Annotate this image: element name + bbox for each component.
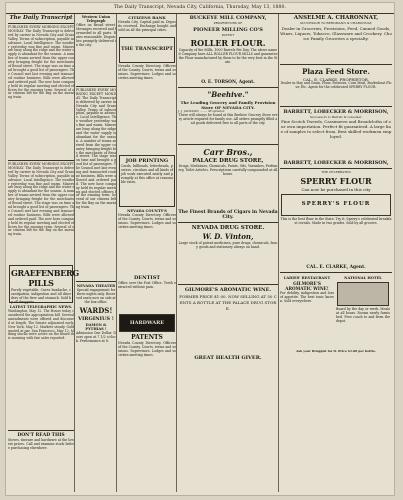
bottom-ads [280, 275, 392, 350]
divider [8, 430, 74, 431]
barrett-heading: BARRETT, LOBECKER & MORRISON, [283, 108, 389, 115]
column-3-text: Nevada County Directory. Officers of the County. Courts, terms and sessions. Supervisors. Lodges and societies meeting times. [118, 64, 176, 80]
aromatic-heading: GILMORE'S AROMATIC WINE! [285, 280, 329, 291]
dentist-heading: DENTIST [133, 275, 161, 281]
patents-text: Nevada County Directory. Officers of the County. Courts, terms and sessions. Supervisors. Lodges and societies meeting times. [118, 341, 176, 357]
ad-heading: DON'T READ THIS [17, 433, 65, 438]
beehive-heading: "Beehive." [207, 90, 249, 100]
plaza-text: Dealer in Hay and Grain, Flour, Potatoes, Corn Meal, Buckwheat Flour, Etc. Agent for the celebrated SPERRY FLOUR. [280, 80, 392, 89]
divider [280, 168, 392, 169]
celebrated-label: THE CELEBRATED [321, 170, 351, 175]
gilmore-footer: GREAT HEALTH GIVER. [194, 354, 262, 361]
sperry-subheading: Can now be purchased in this city [301, 186, 371, 192]
telegraph-text: Washington, May 12. The House today considered the appropriation bill. Several amendments were offered and discussed at length. The Senate adjourned early. New York, May 12. Markets steady. Gold quoted at par. San Francisco, May 12. Mining stocks were active on the board this morning with fair sales reported. [8, 309, 74, 341]
patents-heading: PATENTS [131, 334, 163, 341]
theater-text: Special engagement for three nights only. Reserved seats now on sale at the box office. [76, 288, 116, 304]
clarke-agent: CAL. E. CLARKE, Agent. [306, 264, 366, 270]
job-printing-ad [119, 155, 175, 207]
ad-text: Stoves, tinware and hardware at the lowest prices. Call and examine stock before purchasing elsewhere. [8, 438, 74, 450]
beehive-proprietor: J. J. JACKSON ........ Proprietor. [178, 109, 225, 114]
bank-text: Nevada City. Capital paid in. Deposits received. Exchange bought and sold on all the principal cities. [118, 20, 176, 32]
gilmore-heading: GILMORE'S AROMATIC WINE. [184, 286, 272, 293]
palace-drug-text: Drugs, Medicines, Chemicals, Paints, Oils, Varnishes, Perfumery, Toilet Articles. Prescriptions carefully compounded at all hours. [178, 163, 278, 176]
roller-flour-heading: ROLLER FLOUR. [190, 38, 266, 49]
vinton-heading: W. D. Vinton, [202, 231, 254, 241]
hotel-text: Board by the day or week. Meals at all hours. Rooms newly furnished. Free coach to and from the depot. [336, 306, 390, 323]
virginius-heading: VIRGINIUS ! [78, 316, 114, 322]
hotel-heading: NATIONAL HOTEL [344, 275, 382, 280]
buckeye-heading: BUCKEYE MILL COMPANY, [189, 15, 267, 21]
pills-ad-title: GRAEFENBERG PILLS [11, 268, 79, 288]
cigars-heading: The Finest Brands of Cigars in Nevada City. [178, 209, 278, 220]
barrett-heading-2: BARRETT, LOBECKER & MORRISON, [283, 160, 389, 167]
carr-bros-heading: Carr Bros., [203, 146, 253, 157]
patent-label: PATENT [221, 32, 235, 37]
hardware-title: HARDWARE [129, 320, 165, 326]
dentist-text: Office over the Post Office. Teeth extracted without pain. [118, 281, 176, 289]
column-2-text: PUBLISHED EVERY MORNING EXCEPT MONDAY. The Daily Transcript is delivered by carrier in Nevada City and Grass Valley. Terms of subscription, payable in advance. Local Intelligence. The weather yesterday was fine and warm. Miners are busy along the ridge and the water supply is abundant for the season. A number of teams arrived from the upper country bringing freight for the merchants of Broad street. The stage was on time and brought a good list of passengers. The Council met last evening and transacted routine business. Bills were allowed and ordered paid. The new hose company held its regular meeting and elected officers for the ensuing term. Several of our citizens left for the Bay on the morning train. [76, 88, 116, 210]
plaza-heading: Plaza Feed Store. [302, 66, 370, 76]
gilmore-text: FORMER PRICE $1.00. NOW SELLING AT 50 CENTS A BOTTLE AT THE PALACE DRUG STORE. [179, 293, 277, 311]
pills-ad-text: Purely vegetable. Cures headache, constipation, indigestion and all disorders of the liver and stomach. Sold by all druggists. [11, 288, 71, 304]
aromatic-text: For debility, indigestion and loss of appetite. The best tonic known. Sold everywhere. [280, 290, 334, 303]
divider [178, 284, 278, 285]
sperry-text: This is the best flour in the State. Try it. Sperry's celebrated breakfast cereals. Made in two grades. Sold by all grocers. [280, 216, 392, 225]
telegraph-office-text: Office on Broad street. Messages received and forwarded to all parts. Rates reasonable. Dispatches promptly delivered in the city. [76, 23, 116, 47]
local-news-text: PUBLISHED EVERY MORNING EXCEPT MONDAY. The Daily Transcript is delivered by carrier in Nevada City and Grass Valley. Terms of subscription, payable in advance. Local Intelligence. The weather yesterday was fine and warm. Miners are busy along the ridge and the water supply is abundant for the season. A number of teams arrived from the upper country bringing freight for the merchants of Broad street. The stage was on time and brought a good list of passengers. The Council met last evening and transacted routine business. Bills were allowed and ordered paid. The new hose company held its regular meeting and elected officers for the ensuing term. Several of our citizens left for the Bay on the morning train. [8, 25, 74, 100]
local-news-text-2: PUBLISHED EVERY MORNING EXCEPT MONDAY. The Daily Transcript is delivered by carrier in Nevada City and Grass Valley. Terms of subscription, payable in advance. Local Intelligence. The weather yesterday was fine and warm. Miners are busy along the ridge and the water supply is abundant for the season. A number of teams arrived from the upper country bringing freight for the merchants of Broad street. The stage was on time and brought a good list of passengers. The Council met last evening and transacted routine business. Bills were allowed and ordered paid. The new hose company held its regular meeting and elected officers for the ensuing term. Several of our citizens left for the Bay on the morning train. [8, 162, 74, 237]
sperry-logo-text: SPERRY'S FLOUR [301, 200, 371, 207]
hotel-ad [336, 275, 390, 350]
restaurant-ad [280, 275, 334, 350]
plaza-subheading: CAL. E. CLARKE, PROPRIETOR. [302, 76, 370, 82]
job-printing-text: Cards, billheads, letterheads, posters, circulars and all kinds of job work executed neatly and promptly at this office at reasonable rates. [121, 164, 173, 184]
sperry-logo [281, 194, 391, 216]
hotel-engraving [337, 282, 389, 306]
hardware-ad [119, 314, 175, 332]
pioneer-heading: PIONEER MILLING CO'S [193, 26, 263, 33]
beehive-subheading: The Leading Grocery and Family Provision Store OF NEVADA CITY. [180, 100, 276, 111]
county-text: Nevada County Directory. Officers of the County. Courts, terms and sessions. Supervisors. Lodges and societies meeting times. [118, 213, 176, 229]
transcript-ad [119, 37, 175, 63]
sperry-heading: SPERRY FLOUR [300, 175, 372, 186]
divider [280, 272, 392, 273]
restaurant-heading: LADIES' RESTAURANT [283, 275, 331, 280]
column-4 [178, 14, 279, 492]
divider [178, 144, 278, 145]
wards-heading: WARDS! [79, 306, 113, 315]
druggist-footer: Ask your Druggist for it. Price $1.00 per bottle. [296, 348, 376, 353]
pills-ad [9, 265, 79, 304]
divider [280, 64, 392, 65]
anselme-text: Dealer in Groceries, Provisions, Feed, Canned Goods, Wines, Liquors, Tobacco, Glassware and Crockery. Choice Family Groceries a specialty. [280, 25, 392, 41]
theater-heading: NEVADA THEATER [76, 284, 116, 288]
barrett-text: Fine Scotch Tweeds, Cassimeres and Broadcloths of our own importation. Perfect fit guaranteed. A large line of samples to select from. Best skilled workmen employed. [280, 119, 392, 140]
column-1 [8, 14, 79, 492]
barrett-subheading: Successors to Barrett & Lobecker. [309, 114, 363, 119]
column-2 [76, 14, 117, 492]
divider [178, 222, 278, 223]
newspaper-title: The Daily Transcript [9, 15, 73, 21]
divider [76, 281, 116, 282]
damon-heading: DAMON & PYTHIAS ! [85, 323, 107, 331]
beehive-text: There will always be found at this Beehive Grocery Store every article required for family use. All orders promptly filled and goods delivered free to all parts of the city. [178, 112, 278, 125]
flour-text: Capacity of the Mills, 1000 Barrels Per Day. The above named Company have ALL ROLLER FLOUR MILLS and guarantee the Flour manufactured by them to be the very best in the State. [178, 48, 278, 64]
masthead: The Daily Transcript, Nevada City, California, Thursday, May 13, 1880. [6, 3, 394, 14]
theater-footer: Admission One Dollar. Doors open at 7 1/2 o'clock. Performance at 8. [76, 331, 116, 343]
telegraph-office-heading: Western Union Telegraph [81, 15, 111, 23]
job-printing-title: JOB PRINTING [125, 158, 169, 164]
bank-heading: CITIZENS BANK [128, 15, 166, 20]
divider [178, 87, 278, 88]
vinton-text: Large stock of patent medicines, pure drugs, chemicals, fancy goods and stationery always on hand. [178, 240, 278, 249]
buckeye-subheading: PROPRIETORS OF [213, 21, 243, 25]
transcript-ad-title: THE TRANSCRIPT [121, 46, 173, 52]
divider [8, 23, 74, 24]
palace-drug-heading: PALACE DRUG STORE, [192, 157, 264, 164]
divider [8, 160, 74, 161]
column-3 [118, 14, 177, 492]
county-heading: NEVADA COUNTY'S [127, 209, 167, 213]
anselme-subheading: SUCCESSOR TO BERGMANN & CHARONNAT, [299, 21, 373, 25]
newspaper-page [6, 3, 394, 495]
anselme-heading: ANSELME A. CHARONNAT, [293, 15, 379, 21]
divider [280, 106, 392, 107]
divider [76, 86, 116, 87]
column-5 [280, 14, 392, 492]
nevada-drug-heading: NEVADA DRUG STORE. [191, 224, 265, 231]
agent-name: O. E. TORSON, Agent. [201, 80, 255, 86]
telegraph-heading: LATEST TELEGRAPHIC NEWS. [9, 305, 73, 309]
